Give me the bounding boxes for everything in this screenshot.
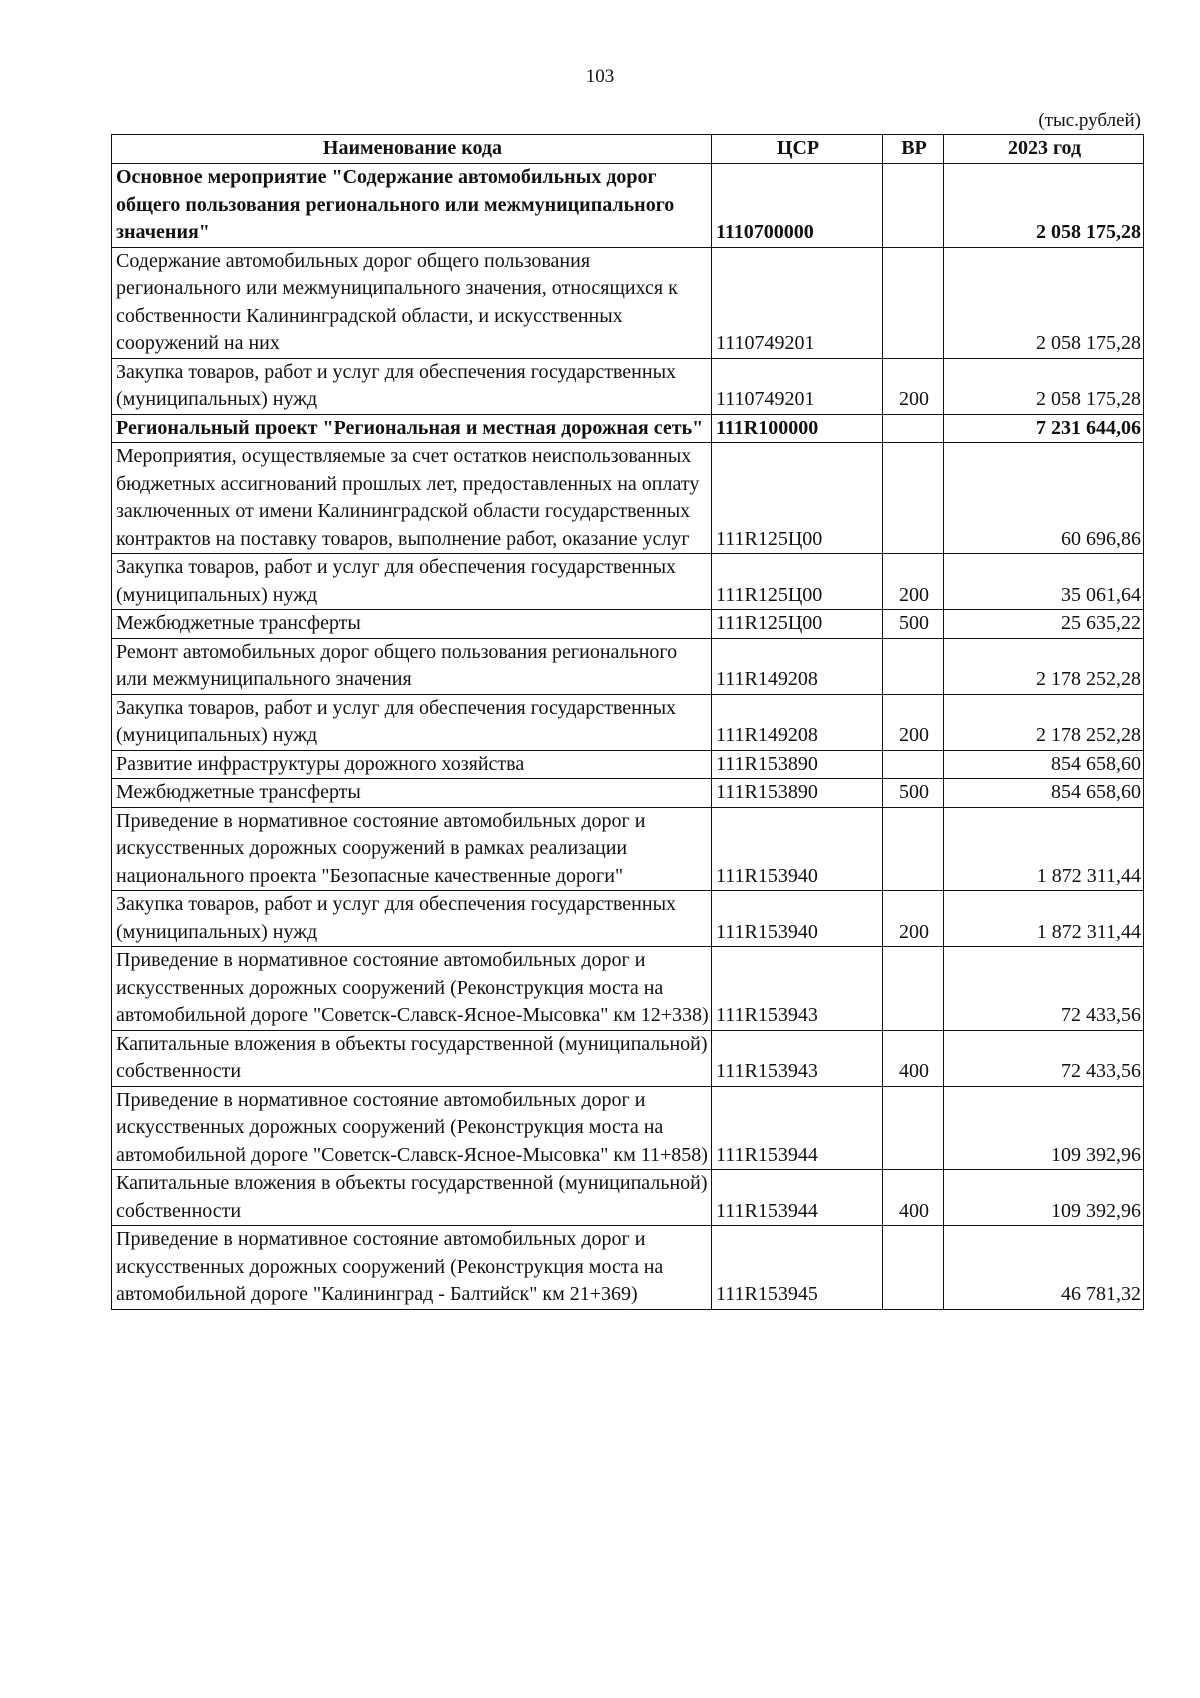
table-row bbox=[112, 554, 1144, 610]
row-vr bbox=[883, 414, 944, 443]
row-name: Содержание автомобильных дорог общего пользования регионального или межмуниципального значения, относящихся к собственности Калининградской области, и искусственных сооружений на них bbox=[112, 247, 712, 358]
row-csr: 111R153943 bbox=[712, 1030, 883, 1086]
row-csr: 111R100000 bbox=[712, 414, 883, 443]
row-csr: 1110749201 bbox=[712, 247, 883, 358]
table-row bbox=[112, 1086, 1144, 1170]
row-csr: 111R153890 bbox=[712, 750, 883, 779]
row-amount: 109 392,96 bbox=[944, 1086, 1144, 1170]
row-name: Приведение в нормативное состояние автомобильных дорог и искусственных дорожных сооружений (Реконструкция моста на автомобильной дороге "Советск-Славск-Ясное-Мысовка" км 12+338) bbox=[112, 947, 712, 1031]
row-vr bbox=[883, 443, 944, 554]
row-name: Закупка товаров, работ и услуг для обеспечения государственных (муниципальных) нужд bbox=[112, 891, 712, 947]
row-name: Капитальные вложения в объекты государственной (муниципальной) собственности bbox=[112, 1030, 712, 1086]
row-amount: 854 658,60 bbox=[944, 779, 1144, 808]
table-row bbox=[112, 164, 1144, 248]
table-row bbox=[112, 414, 1144, 443]
table-row bbox=[112, 443, 1144, 554]
row-amount: 35 061,64 bbox=[944, 554, 1144, 610]
row-amount: 72 433,56 bbox=[944, 947, 1144, 1031]
row-amount: 2 058 175,28 bbox=[944, 164, 1144, 248]
row-name: Приведение в нормативное состояние автомобильных дорог и искусственных дорожных сооружений (Реконструкция моста на автомобильной дороге "Советск-Славск-Ясное-Мысовка" км 11+858) bbox=[112, 1086, 712, 1170]
row-amount: 46 781,32 bbox=[944, 1226, 1144, 1310]
row-amount: 2 178 252,28 bbox=[944, 638, 1144, 694]
row-vr: 200 bbox=[883, 891, 944, 947]
row-csr: 1110700000 bbox=[712, 164, 883, 248]
row-vr: 400 bbox=[883, 1030, 944, 1086]
table-row bbox=[112, 947, 1144, 1031]
table-row bbox=[112, 358, 1144, 414]
row-csr: 111R153940 bbox=[712, 891, 883, 947]
row-csr: 111R153945 bbox=[712, 1226, 883, 1310]
row-vr bbox=[883, 1086, 944, 1170]
row-amount: 2 058 175,28 bbox=[944, 247, 1144, 358]
row-csr: 111R149208 bbox=[712, 638, 883, 694]
row-vr: 500 bbox=[883, 779, 944, 808]
row-vr bbox=[883, 807, 944, 891]
row-name: Межбюджетные трансферты bbox=[112, 610, 712, 639]
row-name: Приведение в нормативное состояние автомобильных дорог и искусственных дорожных сооружений (Реконструкция моста на автомобильной дороге "Калининград - Балтийск" км 21+369) bbox=[112, 1226, 712, 1310]
row-csr: 111R153944 bbox=[712, 1170, 883, 1226]
row-vr bbox=[883, 247, 944, 358]
row-csr: 1110749201 bbox=[712, 358, 883, 414]
row-vr: 400 bbox=[883, 1170, 944, 1226]
table-row bbox=[112, 247, 1144, 358]
row-amount: 2 178 252,28 bbox=[944, 694, 1144, 750]
header-name: Наименование кода bbox=[112, 135, 712, 164]
row-vr bbox=[883, 1226, 944, 1310]
row-vr: 500 bbox=[883, 610, 944, 639]
row-amount: 60 696,86 bbox=[944, 443, 1144, 554]
row-name: Закупка товаров, работ и услуг для обеспечения государственных (муниципальных) нужд bbox=[112, 694, 712, 750]
header-csr: ЦСР bbox=[712, 135, 883, 164]
row-amount: 854 658,60 bbox=[944, 750, 1144, 779]
row-csr: 111R125Ц00 bbox=[712, 610, 883, 639]
row-vr bbox=[883, 947, 944, 1031]
table-row bbox=[112, 779, 1144, 808]
table-row bbox=[112, 694, 1144, 750]
table-row bbox=[112, 1170, 1144, 1226]
table-header-row bbox=[112, 135, 1144, 164]
row-csr: 111R153944 bbox=[712, 1086, 883, 1170]
row-amount: 25 635,22 bbox=[944, 610, 1144, 639]
row-amount: 2 058 175,28 bbox=[944, 358, 1144, 414]
row-csr: 111R153890 bbox=[712, 779, 883, 808]
units-label: (тыс.рублей) bbox=[1038, 110, 1141, 131]
row-name: Ремонт автомобильных дорог общего пользования регионального или межмуниципального значения bbox=[112, 638, 712, 694]
table-row bbox=[112, 891, 1144, 947]
table-row bbox=[112, 638, 1144, 694]
row-name: Приведение в нормативное состояние автомобильных дорог и искусственных дорожных сооружений в рамках реализации национального проекта "Безопасные качественные дороги" bbox=[112, 807, 712, 891]
row-name: Развитие инфраструктуры дорожного хозяйства bbox=[112, 750, 712, 779]
row-vr bbox=[883, 638, 944, 694]
row-vr: 200 bbox=[883, 554, 944, 610]
row-name: Капитальные вложения в объекты государственной (муниципальной) собственности bbox=[112, 1170, 712, 1226]
table-row bbox=[112, 750, 1144, 779]
row-csr: 111R149208 bbox=[712, 694, 883, 750]
row-amount: 1 872 311,44 bbox=[944, 807, 1144, 891]
table-row bbox=[112, 1226, 1144, 1310]
row-amount: 72 433,56 bbox=[944, 1030, 1144, 1086]
row-amount: 109 392,96 bbox=[944, 1170, 1144, 1226]
table-row bbox=[112, 610, 1144, 639]
row-csr: 111R153940 bbox=[712, 807, 883, 891]
row-csr: 111R125Ц00 bbox=[712, 443, 883, 554]
row-amount: 7 231 644,06 bbox=[944, 414, 1144, 443]
row-vr: 200 bbox=[883, 694, 944, 750]
table-body bbox=[112, 164, 1144, 1310]
header-vr: ВР bbox=[883, 135, 944, 164]
row-vr bbox=[883, 164, 944, 248]
header-year: 2023 год bbox=[944, 135, 1144, 164]
row-csr: 111R125Ц00 bbox=[712, 554, 883, 610]
row-vr: 200 bbox=[883, 358, 944, 414]
row-amount: 1 872 311,44 bbox=[944, 891, 1144, 947]
page-number: 103 bbox=[585, 66, 615, 87]
row-vr bbox=[883, 750, 944, 779]
table-row bbox=[112, 807, 1144, 891]
budget-table bbox=[111, 134, 1144, 1310]
row-name: Региональный проект "Региональная и местная дорожная сеть" bbox=[112, 414, 712, 443]
row-name: Закупка товаров, работ и услуг для обеспечения государственных (муниципальных) нужд bbox=[112, 358, 712, 414]
row-name: Межбюджетные трансферты bbox=[112, 779, 712, 808]
row-name: Основное мероприятие "Содержание автомобильных дорог общего пользования регионального или межмуниципального значения" bbox=[112, 164, 712, 248]
table-row bbox=[112, 1030, 1144, 1086]
row-name: Мероприятия, осуществляемые за счет остатков неиспользованных бюджетных ассигнований прошлых лет, предоставленных на оплату заключенных от имени Калининградской области государственных контрактов на поставку товаров, выполнение работ, оказание услуг bbox=[112, 443, 712, 554]
row-csr: 111R153943 bbox=[712, 947, 883, 1031]
row-name: Закупка товаров, работ и услуг для обеспечения государственных (муниципальных) нужд bbox=[112, 554, 712, 610]
